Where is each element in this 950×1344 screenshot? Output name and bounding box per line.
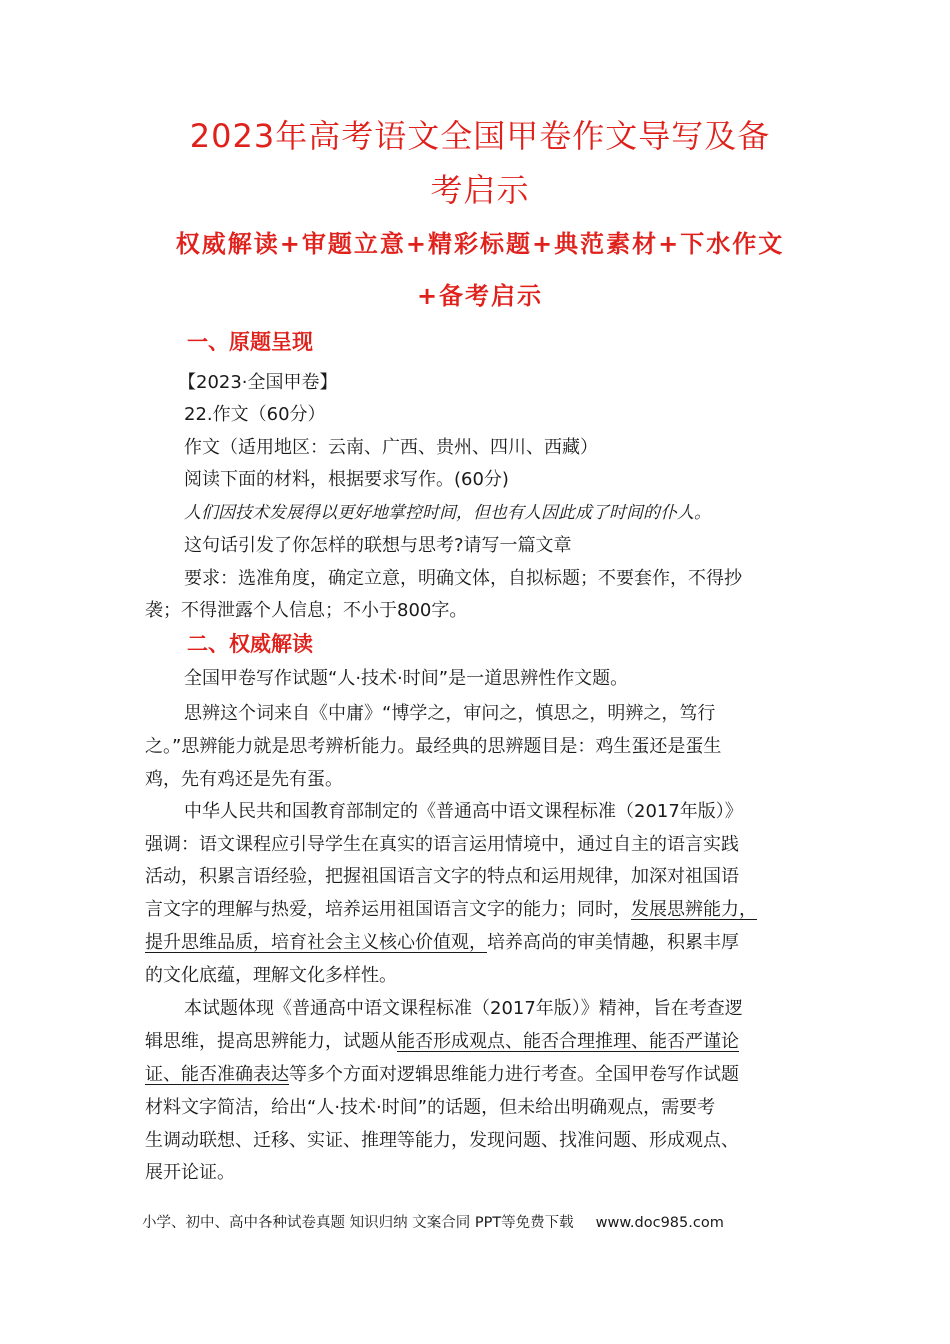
question-region: 作文（适用地区：云南、广西、贵州、四川、西藏） [184,437,598,458]
paragraph-3-line-5-text: 培养高尚的审美情趣，积累丰厚 [487,932,739,953]
paragraph-3-line-3: 活动，积累言语经验，把握祖国语言文字的特点和运用规律，加深对祖国语 [145,866,739,887]
question-prompt: 这句话引发了你怎样的联想与思考?请写一篇文章 [184,535,572,556]
underlined-phrase: 发展思辨能力， [631,899,757,920]
section-heading-interpretation: 二、权威解读 [187,632,313,656]
paragraph-2-line-2: 之。”思辨能力就是思考辨析能力。最经典的思辨题目是：鸡生蛋还是蛋生 [145,736,722,757]
paragraph-4-line-1: 本试题体现《普通高中语文课程标准（2017年版）》精神，旨在考查逻 [184,998,743,1019]
paragraph-2-line-3: 鸡，先有鸡还是先有蛋。 [145,769,343,790]
question-source: 【2023·全国甲卷】 [178,372,338,393]
document-subtitle-line-2: +备考启示 [416,282,544,310]
document-title-line-2: 考启示 [430,171,530,209]
paragraph-3-line-1: 中华人民共和国教育部制定的《普通高中语文课程标准（2017年版）》 [184,801,743,822]
paragraph-3-line-4-text: 言文字的理解与热爱，培养运用祖国语言文字的能力；同时， [145,899,631,920]
underlined-phrase: 提升思维品质，培育社会主义核心价值观， [145,932,487,953]
paragraph-3-line-6: 的文化底蕴，理解文化多样性。 [145,965,397,986]
paragraph-4-line-2 [145,1029,739,1055]
document-title-line-1: 2023年高考语文全国甲卷作文导写及备 [189,117,771,155]
page-footer [142,1212,842,1234]
paragraph-1: 全国甲卷写作试题“人·技术·时间”是一道思辨性作文题。 [184,668,629,689]
question-material: 人们因技术发展得以更好地掌控时间，但也有人因此成了时间的仆人。 [184,503,711,523]
document-subtitle-line-1: 权威解读+审题立意+精彩标题+典范素材+下水作文 [175,230,785,258]
paragraph-2-line-1: 思辨这个词来自《中庸》“博学之，审问之，慎思之，明辨之，笃行 [184,703,716,724]
paragraph-4-line-6: 展开论证。 [145,1162,235,1183]
question-number: 22.作文（60分） [184,404,326,425]
paragraph-4-line-4: 材料文字简洁，给出“人·技术·时间”的话题，但未给出明确观点，需要考 [145,1097,716,1118]
paragraph-4-line-3 [145,1062,739,1088]
question-requirements-line-2: 袭；不得泄露个人信息；不小于800字。 [145,600,468,621]
paragraph-4-line-5: 生调动联想、迁移、实证、推理等能力，发现问题、找准问题、形成观点、 [145,1130,739,1151]
underlined-phrase: 能否形成观点、能否合理推理、能否严谨论 [397,1031,739,1052]
paragraph-3-line-5 [145,930,739,956]
question-instruction: 阅读下面的材料，根据要求写作。(60分) [184,469,509,490]
underlined-phrase: 证、能否准确表达 [145,1064,289,1085]
paragraph-4-line-3-text: 等多个方面对逻辑思维能力进行考查。全国甲卷写作试题 [289,1064,739,1085]
paragraph-3-line-4 [145,897,757,923]
footer-site-link[interactable]: www.doc985.com [595,1215,724,1231]
footer-text: 小学、初中、高中各种试卷真题 知识归纳 文案合同 PPT等免费下载 [142,1215,574,1231]
question-requirements-line-1: 要求：选准角度，确定立意，明确文体，自拟标题；不要套作，不得抄 [184,568,742,589]
paragraph-3-line-2: 强调：语文课程应引导学生在真实的语言运用情境中，通过自主的语言实践 [145,834,739,855]
paragraph-4-line-2-text: 辑思维，提高思辨能力，试题从 [145,1031,397,1052]
section-heading-original-question: 一、原题呈现 [187,330,313,354]
